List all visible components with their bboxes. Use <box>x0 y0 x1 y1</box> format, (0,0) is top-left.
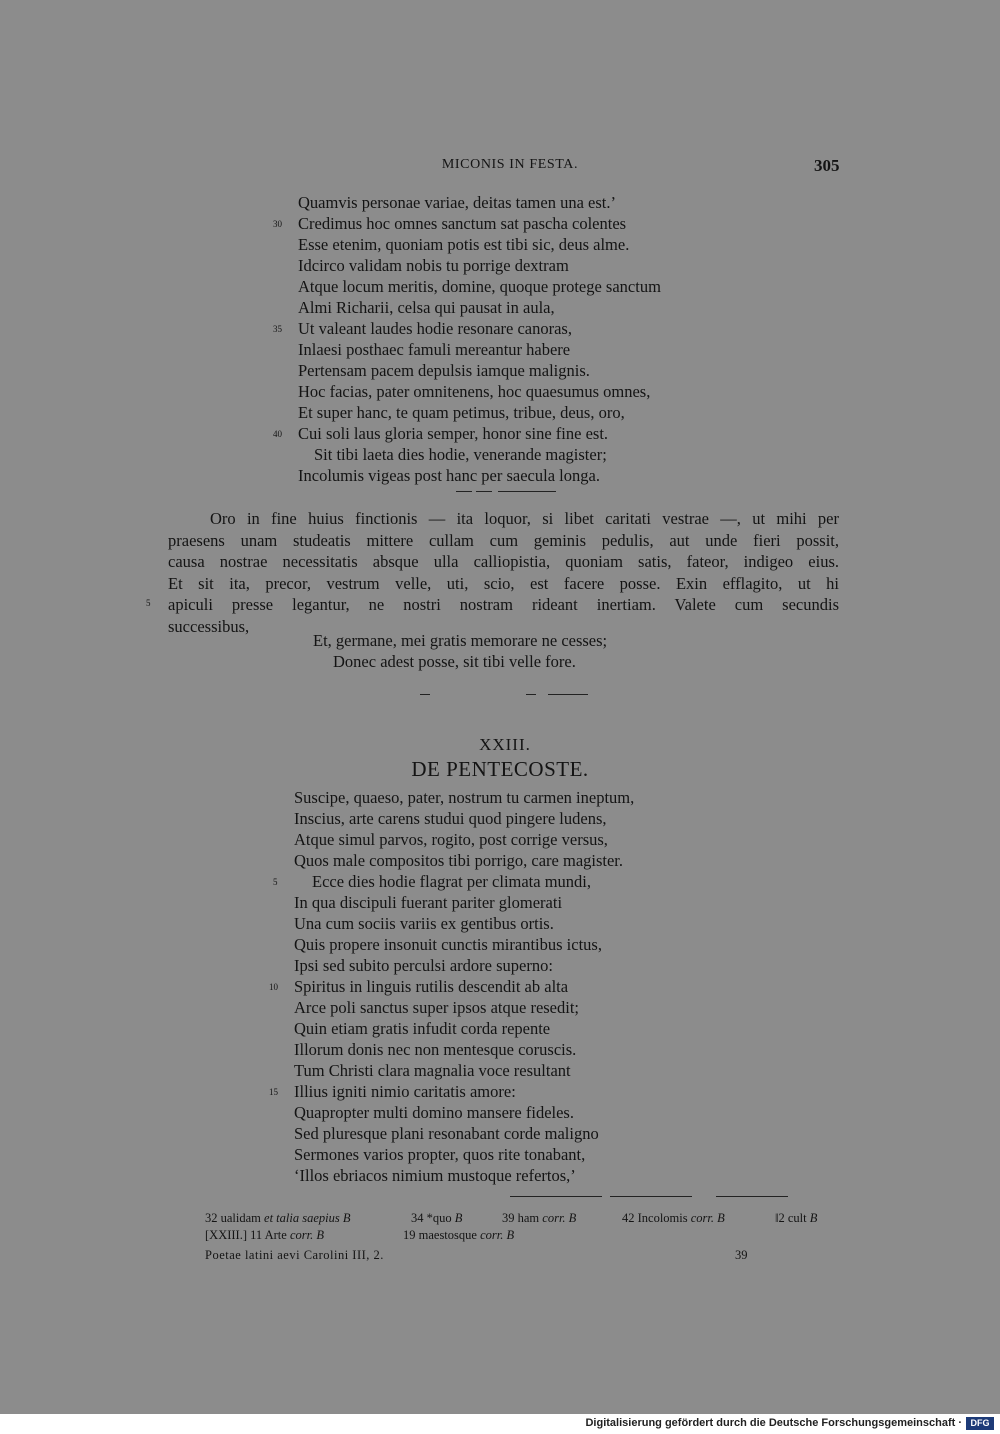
poem-de-pentecoste <box>294 787 634 1186</box>
line-number: 10 <box>269 982 278 992</box>
footnote: 32 ualidam et talia saepius B <box>205 1211 351 1225</box>
verse-line: Pertensam pacem depulsis iamque malignis. <box>298 361 590 380</box>
verse-line: Et super hanc, te quam petimus, tribue, deus, oro, <box>298 403 625 422</box>
footnote-rule <box>510 1196 602 1197</box>
signature-number: 39 <box>735 1248 748 1262</box>
separator-rule <box>548 694 588 695</box>
running-title: MICONIS IN FESTA. <box>441 157 579 172</box>
separator-dash <box>476 491 492 492</box>
verse-line: Almi Richarii, celsa qui pausat in aula, <box>298 298 555 317</box>
verse-line: Una cum sociis variis ex gentibus ortis. <box>294 914 554 933</box>
verse-line: Incolumis vigeas post hanc per saecula longa. <box>298 466 600 485</box>
footnote: 42 Incolomis corr. B <box>622 1211 725 1225</box>
prose-line: successibus, <box>168 616 250 636</box>
footnote-rule <box>716 1196 788 1197</box>
verse-line: Sit tibi laeta dies hodie, venerande magister; <box>314 445 607 464</box>
verse-line: Quin etiam gratis infudit corda repente <box>294 1019 551 1038</box>
verse-line: Arce poli sanctus super ipsos atque resedit; <box>294 998 580 1017</box>
closing-verse <box>313 630 607 672</box>
prose-line: Et sit ita, precor, vestrum velle, uti, scio, est facere posse. Exin efflagito, ut hi <box>168 573 839 593</box>
verse-line: Suscipe, quaeso, pater, nostrum tu carmen ineptum, <box>294 788 635 807</box>
verse-line: Donec adest posse, sit tibi velle fore. <box>333 652 576 671</box>
verse-line: Hoc facias, pater omnitenens, hoc quaesumus omnes, <box>298 382 651 401</box>
prose-line: praesens unam studeatis mittere cullam cum geminis pedulis, aut unde fieri possit, <box>168 530 839 550</box>
verse-line: Spiritus in linguis rutilis descendit ab alta <box>294 977 569 996</box>
verse-line: Et, germane, mei gratis memorare ne cesses; <box>313 631 608 650</box>
verse-line: Illorum donis nec non mentesque coruscis. <box>294 1040 577 1059</box>
verse-line: Quamvis personae variae, deitas tamen una est.’ <box>298 193 616 212</box>
page-number: 305 <box>814 156 840 175</box>
verse-line: In qua discipuli fuerant pariter glomerati <box>294 893 563 912</box>
verse-line: Atque locum meritis, domine, quoque protege sanctum <box>298 277 661 296</box>
footnote-rule <box>610 1196 692 1197</box>
line-number: 15 <box>269 1087 278 1097</box>
verse-line: Credimus hoc omnes sanctum sat pascha colentes <box>298 214 627 233</box>
separator-dash <box>420 694 430 695</box>
separator-dash <box>526 694 536 695</box>
line-number: 5 <box>273 877 278 887</box>
separator-rule <box>498 491 556 492</box>
verse-line: Sed pluresque plani resonabant corde maligno <box>294 1124 599 1143</box>
prose-line: Oro in fine huius finctionis — ita loquor, si libet caritati vestrae —, ut mihi per <box>210 509 839 528</box>
prose-paragraph <box>168 508 839 637</box>
line-number: 30 <box>273 219 282 229</box>
footnote: 39 ham corr. B <box>502 1211 577 1225</box>
separator-dash <box>456 491 472 492</box>
verse-line: Cui soli laus gloria semper, honor sine fine est. <box>298 424 609 443</box>
verse-line: Atque simul parvos, rogito, post corrige versus, <box>294 830 608 849</box>
verse-line: ‘Illos ebriacos nimium mustoque refertos,’ <box>294 1166 576 1185</box>
verse-line: Idcirco validam nobis tu porrige dextram <box>298 256 569 275</box>
footnote: ‖2 cult B <box>775 1211 818 1225</box>
verse-line: Ut valeant laudes hodie resonare canoras, <box>298 319 572 338</box>
poem-continuation <box>298 192 661 486</box>
verse-line: Quapropter multi domino mansere fideles. <box>294 1103 574 1122</box>
line-number: 5 <box>146 598 151 608</box>
verse-line: Inlaesi posthaec famuli mereantur habere <box>298 340 571 359</box>
line-number: 35 <box>273 324 282 334</box>
section-number: XXIII. <box>479 735 531 754</box>
verse-line: Quos male compositos tibi porrigo, care magister. <box>294 851 624 870</box>
prose-line: causa nostrae necessitatis absque ulla calliopistia, quoniam satis, fateor, indigeo eius. <box>168 552 839 571</box>
verse-line: Ecce dies hodie flagrat per climata mundi, <box>312 872 592 891</box>
funding-notice: Digitalisierung gefördert durch die Deutsche Forschungsgemeinschaft · <box>585 1417 962 1429</box>
verse-line: Ipsi sed subito perculsi ardore superno: <box>294 956 553 975</box>
dfg-logo: DFG <box>966 1417 994 1430</box>
verse-line: Inscius, arte carens studui quod pingere ludens, <box>294 809 607 828</box>
footer-bar <box>0 1414 1000 1434</box>
verse-line: Tum Christi clara magnalia voce resultant <box>294 1061 571 1080</box>
footnote: 34 *quo B <box>411 1211 463 1225</box>
section-title: DE PENTECOSTE. <box>411 757 589 781</box>
verse-line: Quis propere insonuit cunctis mirantibus ictus, <box>294 935 602 954</box>
footnote: 19 maestosque corr. B <box>403 1228 515 1242</box>
prose-line: apiculi presse legantur, ne nostri nostram rideant inertiam. Valete cum secundis <box>168 595 839 614</box>
verse-line: Esse etenim, quoniam potis est tibi sic, deus alme. <box>298 235 630 254</box>
verse-line: Illius igniti nimio caritatis amore: <box>294 1082 516 1101</box>
line-number: 40 <box>273 429 282 439</box>
printer-signature: Poetae latini aevi Carolini III, 2. <box>205 1248 384 1262</box>
footnote: [XXIII.] 11 Arte corr. B <box>205 1228 324 1242</box>
verse-line: Sermones varios propter, quos rite tonabant, <box>294 1145 586 1164</box>
